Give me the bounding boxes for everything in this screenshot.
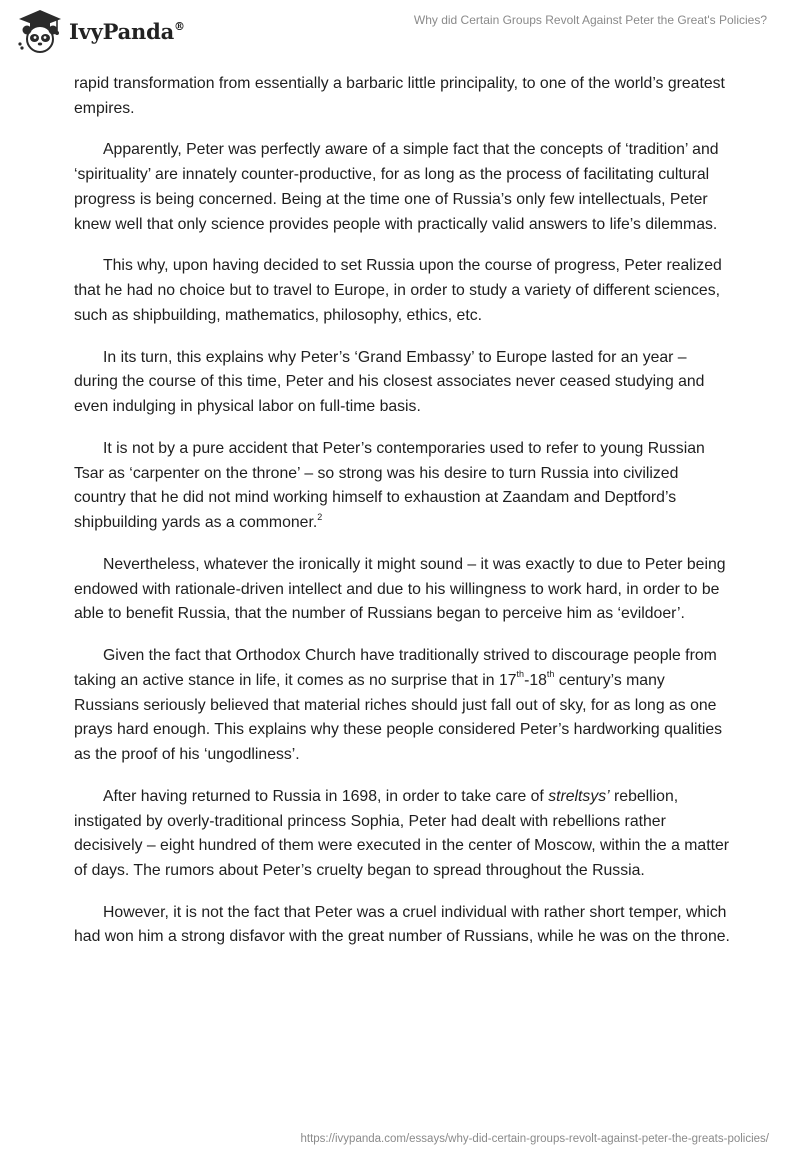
italic-term: streltsys’ [548, 787, 610, 805]
paragraph-7-text-a: After having returned to Russia in 1698, in order to take care of [103, 787, 549, 805]
brand-name [69, 19, 185, 44]
paragraph-1: Apparently, Peter was perfectly aware of a simple fact that the concepts of ‘tradition’ and ‘spirituality’ are innately counter-productive, for as long as the process of facilitating cultural progress is being concerned. Being at the time one of Russia’s only few intellectuals, Peter knew well that only science provides people with practically valid answers to life’s dilemmas. [74, 141, 719, 233]
paragraph-7-text-b: rebellion, instigated by overly-traditional princess Sophia, Peter had dealt with rebellions rather decisively – eight hundred of them were executed in the center of Moscow, within the a matter of days. The rumors about Peter’s cruelty began to spread throughout the Russia. [74, 787, 730, 880]
registered-mark: ® [174, 19, 185, 33]
paragraph-6-text-c: century’s many Russians seriously believed that material riches should just fall out of sky, for as long as one prays hard enough. This explains why these people considered Peter’s hardworking qualities as the proof of his ‘ungodliness’. [74, 671, 723, 764]
ivypanda-logo[interactable] [16, 8, 185, 54]
paragraph-6 [74, 644, 734, 768]
paragraph-2: This why, upon having decided to set Russia upon the course of progress, Peter realized that he had no choice but to travel to Europe, in order to study a variety of different sciences, such as shipbuilding, mathematics, philosophy, ethics, etc. [74, 257, 722, 324]
paragraph-5: Nevertheless, whatever the ironically it might sound – it was exactly to due to Peter being endowed with rationale-driven intellect and due to his willingness to work hard, in order to be able to benefit Russia, that the number of Russians began to perceive him as ‘evildoer’. [74, 555, 726, 623]
ordinal-suffix: th [516, 669, 525, 680]
source-url[interactable]: https://ivypanda.com/essays/why-did-certain-groups-revolt-against-peter-the-greats-policies/ [300, 1133, 769, 1145]
page-title: Why did Certain Groups Revolt Against Peter the Great's Policies? [413, 13, 767, 27]
paragraph-4 [74, 437, 734, 536]
panda-graduate-icon [16, 8, 64, 54]
footnote-ref[interactable]: 2 [317, 511, 323, 522]
paragraph-8: However, it is not the fact that Peter was a cruel individual with rather short temper, which had won him a strong disfavor with the great number of Russians, while he was on the throne. [74, 903, 730, 946]
paragraph-4-text: It is not by a pure accident that Peter’s contemporaries used to refer to young Russian Tsar as ‘carpenter on the throne’ – so strong was his desire to turn Russia into civilized country that he did not mind working himself to exhaustion at Zaandam and Deptford’s shipbuilding yards as a commoner. [74, 439, 705, 532]
essay-body [74, 72, 734, 967]
paragraph-6-text-b: -18 [524, 671, 547, 689]
ordinal-suffix: th [546, 669, 555, 680]
paragraph-7 [74, 785, 734, 884]
page-header [0, 0, 800, 70]
paragraph-6-text-a: Given the fact that Orthodox Church have traditionally strived to discourage people from taking an active stance in life, it comes as no surprise that in 17 [74, 646, 717, 689]
paragraph-0: rapid transformation from essentially a barbaric little principality, to one of the world’s greatest empires. [74, 75, 725, 117]
brand-text: IvyPanda [69, 18, 175, 44]
paragraph-3: In its turn, this explains why Peter’s ‘Grand Embassy’ to Europe lasted for an year – during the course of this time, Peter and his closest associates never ceased studying and even indulging in physical labor on full-time basis. [74, 348, 705, 416]
